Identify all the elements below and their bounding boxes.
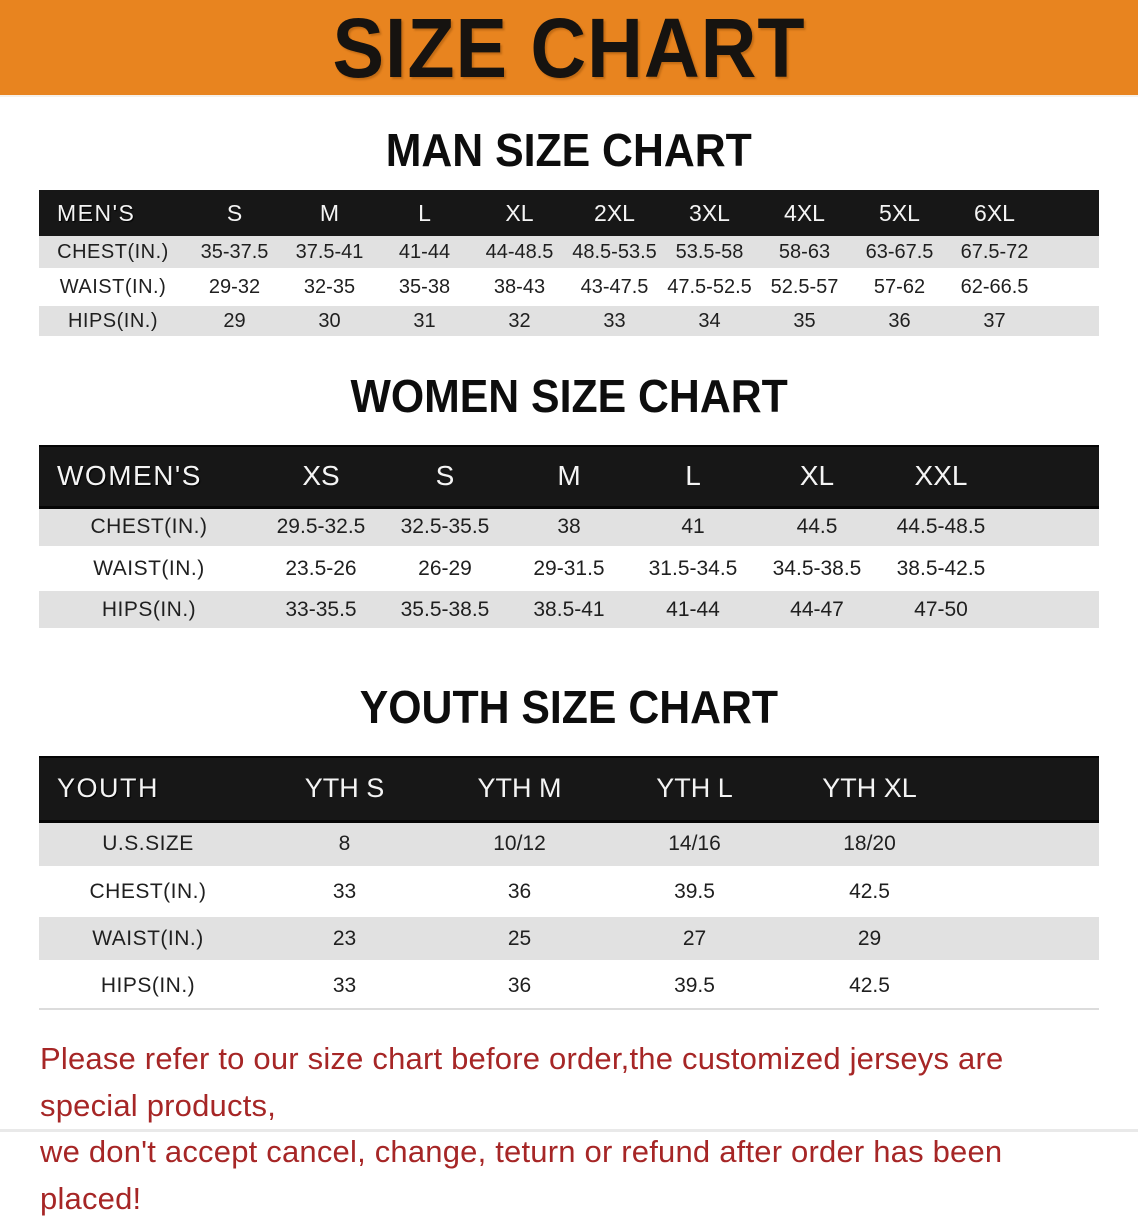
size-value-cell: 67.5-72	[947, 236, 1042, 270]
size-value-cell: 43-47.5	[567, 270, 662, 304]
size-value-cell: 27	[607, 915, 782, 962]
size-value-cell: 31	[377, 304, 472, 338]
size-value-cell: 44-47	[755, 589, 879, 630]
size-value-cell: 37	[947, 304, 1042, 338]
women-size-table	[39, 445, 1099, 632]
disclaimer-line-2: we don't accept cancel, change, teturn or refund after order has been placed!	[40, 1134, 1003, 1216]
size-value-cell: 29-31.5	[507, 548, 631, 589]
size-value-cell: 23.5-26	[259, 548, 383, 589]
size-value-cell: 47.5-52.5	[662, 270, 757, 304]
youth-size-heading-text: YOUTH SIZE CHART	[359, 681, 779, 733]
size-value-cell: 58-63	[757, 236, 852, 270]
size-col-header: M	[507, 446, 631, 507]
size-value-cell: 33	[257, 962, 432, 1009]
spacer-cell	[1003, 507, 1099, 548]
row-label: WAIST(IN.)	[39, 548, 259, 589]
size-value-cell: 29.5-32.5	[259, 507, 383, 548]
spacer-cell	[1042, 270, 1099, 304]
size-value-cell: 63-67.5	[852, 236, 947, 270]
size-value-cell: 57-62	[852, 270, 947, 304]
size-col-header: YTH L	[607, 757, 782, 821]
table-row	[39, 507, 1099, 548]
row-label: CHEST(IN.)	[39, 868, 257, 915]
men-header-row	[39, 190, 1099, 236]
women-size-heading-text: WOMEN SIZE CHART	[350, 370, 788, 422]
youth-table-title: YOUTH	[39, 757, 257, 821]
youth-size-table	[39, 756, 1099, 1010]
size-value-cell: 44.5	[755, 507, 879, 548]
size-value-cell: 33	[567, 304, 662, 338]
spacer-cell	[1003, 446, 1099, 507]
spacer-cell	[1042, 236, 1099, 270]
size-value-cell: 38	[507, 507, 631, 548]
size-col-header: S	[187, 190, 282, 236]
size-value-cell: 37.5-41	[282, 236, 377, 270]
size-col-header: S	[383, 446, 507, 507]
women-header-row	[39, 446, 1099, 507]
row-label: U.S.SIZE	[39, 821, 257, 868]
size-value-cell: 29-32	[187, 270, 282, 304]
table-row	[39, 821, 1099, 868]
size-value-cell: 52.5-57	[757, 270, 852, 304]
table-row	[39, 589, 1099, 630]
spacer-cell	[957, 821, 1099, 868]
size-value-cell: 35-37.5	[187, 236, 282, 270]
size-value-cell: 38-43	[472, 270, 567, 304]
size-value-cell: 39.5	[607, 962, 782, 1009]
size-value-cell: 34.5-38.5	[755, 548, 879, 589]
spacer-cell	[957, 915, 1099, 962]
size-col-header: 2XL	[567, 190, 662, 236]
spacer-cell	[1003, 548, 1099, 589]
size-col-header: 3XL	[662, 190, 757, 236]
size-value-cell: 18/20	[782, 821, 957, 868]
table-row	[39, 548, 1099, 589]
disclaimer-text	[40, 1036, 1102, 1222]
size-value-cell: 42.5	[782, 962, 957, 1009]
row-label: CHEST(IN.)	[39, 507, 259, 548]
size-value-cell: 35-38	[377, 270, 472, 304]
men-table-title: MEN'S	[39, 190, 187, 236]
size-col-header: L	[631, 446, 755, 507]
size-value-cell: 29	[782, 915, 957, 962]
row-label: WAIST(IN.)	[39, 270, 187, 304]
man-size-heading-text: MAN SIZE CHART	[385, 124, 752, 176]
banner-title: SIZE CHART	[332, 0, 806, 95]
row-label: WAIST(IN.)	[39, 915, 257, 962]
size-value-cell: 32.5-35.5	[383, 507, 507, 548]
size-value-cell: 38.5-41	[507, 589, 631, 630]
table-row	[39, 868, 1099, 915]
men-size-table	[39, 190, 1099, 340]
size-value-cell: 33-35.5	[259, 589, 383, 630]
size-value-cell: 14/16	[607, 821, 782, 868]
size-value-cell: 35	[757, 304, 852, 338]
youth-header-row	[39, 757, 1099, 821]
size-col-header: L	[377, 190, 472, 236]
size-col-header: YTH S	[257, 757, 432, 821]
size-value-cell: 48.5-53.5	[567, 236, 662, 270]
size-col-header: XS	[259, 446, 383, 507]
size-col-header: XL	[472, 190, 567, 236]
size-col-header: XXL	[879, 446, 1003, 507]
table-row	[39, 962, 1099, 1009]
size-value-cell: 44.5-48.5	[879, 507, 1003, 548]
size-col-header: M	[282, 190, 377, 236]
size-value-cell: 41-44	[631, 589, 755, 630]
size-value-cell: 62-66.5	[947, 270, 1042, 304]
size-value-cell: 35.5-38.5	[383, 589, 507, 630]
man-size-heading	[0, 124, 1138, 176]
size-value-cell: 29	[187, 304, 282, 338]
size-value-cell: 42.5	[782, 868, 957, 915]
table-row	[39, 270, 1099, 304]
size-col-header: XL	[755, 446, 879, 507]
size-value-cell: 39.5	[607, 868, 782, 915]
disclaimer-line-1: Please refer to our size chart before order,the customized jerseys are special products,	[40, 1041, 1004, 1123]
women-table-title: WOMEN'S	[39, 446, 259, 507]
size-value-cell: 23	[257, 915, 432, 962]
table-row	[39, 304, 1099, 338]
size-value-cell: 36	[432, 962, 607, 1009]
spacer-cell	[1042, 190, 1099, 236]
spacer-cell	[957, 962, 1099, 1009]
size-value-cell: 26-29	[383, 548, 507, 589]
spacer-cell	[957, 868, 1099, 915]
row-label: HIPS(IN.)	[39, 589, 259, 630]
size-col-header: 5XL	[852, 190, 947, 236]
size-value-cell: 41-44	[377, 236, 472, 270]
women-size-heading	[0, 370, 1138, 422]
size-value-cell: 30	[282, 304, 377, 338]
spacer-cell	[1042, 304, 1099, 338]
size-value-cell: 32-35	[282, 270, 377, 304]
size-value-cell: 31.5-34.5	[631, 548, 755, 589]
size-value-cell: 10/12	[432, 821, 607, 868]
size-value-cell: 41	[631, 507, 755, 548]
table-row	[39, 236, 1099, 270]
size-value-cell: 8	[257, 821, 432, 868]
spacer-cell	[1003, 589, 1099, 630]
table-row	[39, 915, 1099, 962]
size-value-cell: 36	[852, 304, 947, 338]
size-value-cell: 36	[432, 868, 607, 915]
row-label: CHEST(IN.)	[39, 236, 187, 270]
size-value-cell: 53.5-58	[662, 236, 757, 270]
size-value-cell: 44-48.5	[472, 236, 567, 270]
size-value-cell: 25	[432, 915, 607, 962]
size-value-cell: 32	[472, 304, 567, 338]
size-col-header: 6XL	[947, 190, 1042, 236]
size-col-header: YTH M	[432, 757, 607, 821]
size-chart-banner	[0, 0, 1138, 97]
size-value-cell: 33	[257, 868, 432, 915]
size-col-header: 4XL	[757, 190, 852, 236]
row-label: HIPS(IN.)	[39, 304, 187, 338]
spacer-cell	[957, 757, 1099, 821]
size-value-cell: 47-50	[879, 589, 1003, 630]
size-col-header: YTH XL	[782, 757, 957, 821]
size-value-cell: 38.5-42.5	[879, 548, 1003, 589]
size-value-cell: 34	[662, 304, 757, 338]
row-label: HIPS(IN.)	[39, 962, 257, 1009]
youth-size-heading	[0, 681, 1138, 733]
